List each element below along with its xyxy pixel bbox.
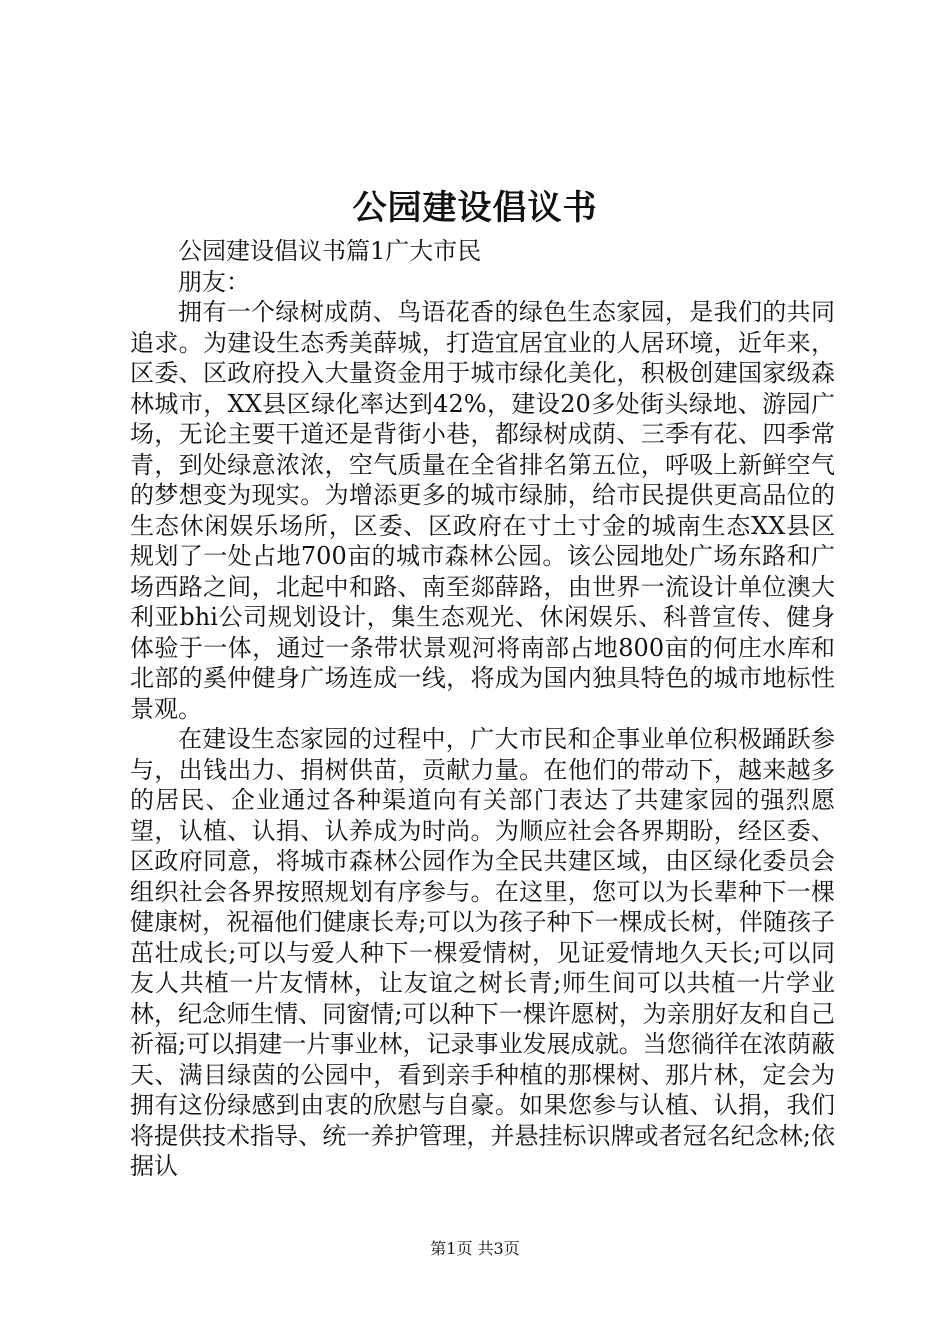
body-paragraph: 拥有一个绿树成荫、鸟语花香的绿色生态家园，是我们的共同追求。为建设生态秀美薛城，打造宜居宜业的人居环境，近年来，区委、区政府投入大量资金用于城市绿化美化，积极创建国家级森林城市，XX县区绿化率达到42%，建设20多处街头绿地、游园广场，无论主要干道还是背街小巷，都绿树成荫、三季有花、四季常青，到处绿意浓浓，空气质量在全省排名第五位，呼吸上新鲜空气的梦想变为现实。为增添更多的城市绿肺，给市民提供更高品位的生态休闲娱乐场所，区委、区政府在寸土寸金的城南生态XX县区规划了一处占地700亩的城市森林公园。该公园地处广场东路和广场西路之间，北起中和路、南至郯薛路，由世界一流设计单位澳大利亚bhi公司规划设计，集生态观光、休闲娱乐、科普宣传、健身体验于一体，通过一条带状景观河将南部占地800亩的何庄水库和北部的奚仲健身广场连成一线，将成为国内独具特色的城市地标性景观。 bbox=[130, 298, 835, 723]
document-title: 公园建设倡议书 bbox=[352, 188, 598, 228]
document-body bbox=[130, 236, 835, 1182]
page-footer: 第1页 共3页 bbox=[430, 1239, 520, 1258]
body-paragraph: 在建设生态家园的过程中，广大市民和企事业单位积极踊跃参与，出钱出力、捐树供苗，贡献力量。在他们的带动下，越来越多的居民、企业通过各种渠道向有关部门表达了共建家园的强烈愿望，认植、认捐、认养成为时尚。为顺应社会各界期盼，经区委、区政府同意，将城市森林公园作为全民共建区域，由区绿化委员会组织社会各界按照规划有序参与。在这里，您可以为长辈种下一棵健康树，祝福他们健康长寿;可以为孩子种下一棵成长树，伴随孩子茁壮成长;可以与爱人种下一棵爱情树，见证爱情地久天长;可以同友人共植一片友情林，让友谊之树长青;师生间可以共植一片学业林，纪念师生情、同窗情;可以种下一棵许愿树，为亲朋好友和自己祈福;可以捐建一片事业林，记录事业发展成就。当您徜徉在浓荫蔽天、满目绿茵的公园中，看到亲手种植的那棵树、那片林，定会为拥有这份绿感到由衷的欣慰与自豪。如果您参与认植、认捐，我们将提供技术指导、统一养护管理，并悬挂标识牌或者冠名纪念林;依据认 bbox=[130, 725, 835, 1180]
body-paragraph: 朋友： bbox=[178, 267, 250, 296]
body-paragraph: 公园建设倡议书篇1广大市民 bbox=[178, 237, 482, 265]
